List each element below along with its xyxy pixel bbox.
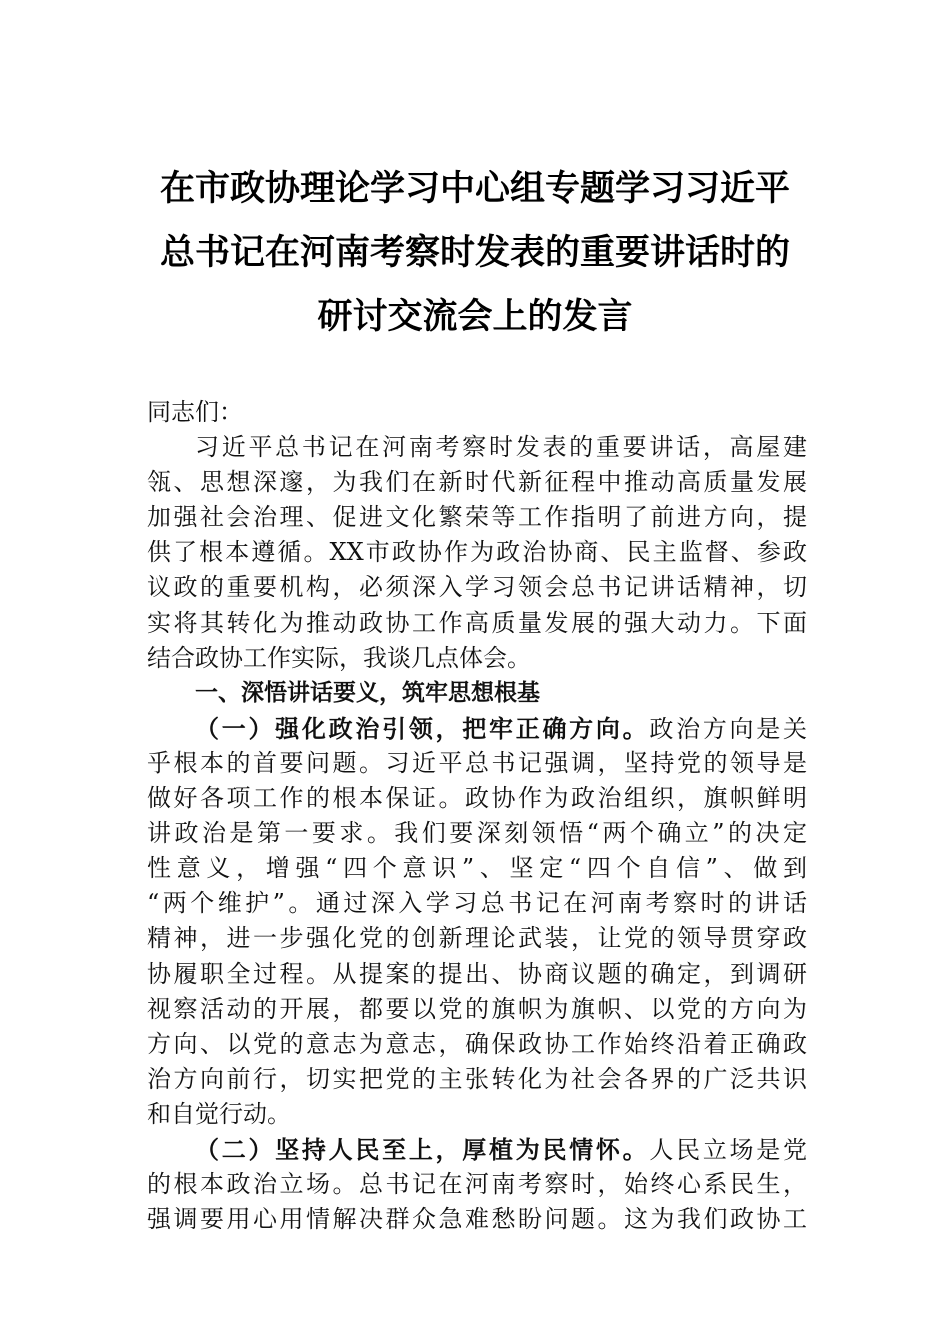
subsection-1-line: 精神，进一步强化党的创新理论武装，让党的领导贯穿政 <box>147 924 807 953</box>
subsection-1-first-line <box>147 711 807 746</box>
subsection-2-first-rest: 人民立场是党 <box>649 1135 808 1164</box>
subsection-1-paragraph <box>147 711 807 1132</box>
subsection-2-first-line <box>147 1132 807 1167</box>
subsection-1-line: “两个维护”。通过深入学习总书记在河南考察时的讲话 <box>147 889 807 918</box>
intro-line: 瓴、思想深邃，为我们在新时代新征程中推动高质量发展 <box>147 468 807 497</box>
subsection-1-first-rest: 政治方向是关 <box>649 714 808 743</box>
document-body <box>147 395 807 1237</box>
subsection-2-paragraph <box>147 1132 807 1237</box>
subsection-1-lead: （一）强化政治引领，把牢正确方向。 <box>195 713 650 743</box>
subsection-1-line: 和自觉行动。 <box>147 1099 291 1128</box>
intro-line: 供了根本遵循。XX市政协作为政治协商、民主监督、参政 <box>147 538 807 567</box>
subsection-1-line: 方向、以党的意志为意志，确保政协工作始终沿着正确政 <box>147 1029 807 1058</box>
subsection-1-line: 视察活动的开展，都要以党的旗帜为旗帜、以党的方向为 <box>147 994 807 1023</box>
subsection-1-line: 性意义，增强“四个意识”、坚定“四个自信”、做到 <box>147 854 807 883</box>
intro-line: 结合政协工作实际，我谈几点体会。 <box>147 643 531 672</box>
document-title <box>130 157 820 349</box>
intro-line: 实将其转化为推动政协工作高质量发展的强大动力。下面 <box>147 608 807 637</box>
section-heading: 一、深悟讲话要义，筑牢思想根基 <box>195 679 540 706</box>
title-line-3: 研讨交流会上的发言 <box>317 296 633 337</box>
intro-line: 议政的重要机构，必须深入学习领会总书记讲话精神，切 <box>147 573 807 602</box>
subsection-1-line: 协履职全过程。从提案的提出、协商议题的确定，到调研 <box>147 959 807 988</box>
subsection-1-line: 乎根本的首要问题。习近平总书记强调，坚持党的领导是 <box>147 748 807 777</box>
subsection-1-line: 讲政治是第一要求。我们要深刻领悟“两个确立”的决定 <box>147 819 807 848</box>
intro-line: 习近平总书记在河南考察时发表的重要讲话，高屋建 <box>195 433 807 462</box>
subsection-1-line: 治方向前行，切实把党的主张转化为社会各界的广泛共识 <box>147 1064 807 1093</box>
subsection-2-line: 的根本政治立场。总书记在河南考察时，始终心系民生， <box>147 1170 807 1199</box>
title-line-2: 总书记在河南考察时发表的重要讲话时的 <box>159 232 790 273</box>
intro-paragraph <box>147 430 807 676</box>
subsection-1-line: 做好各项工作的根本保证。政协作为政治组织，旗帜鲜明 <box>147 784 807 813</box>
subsection-2-line: 强调要用心用情解决群众急难愁盼问题。这为我们政协工 <box>147 1205 807 1234</box>
salutation: 同志们： <box>147 398 243 426</box>
intro-line: 加强社会治理、促进文化繁荣等工作指明了前进方向，提 <box>147 503 807 532</box>
subsection-2-lead: （二）坚持人民至上，厚植为民情怀。 <box>195 1134 650 1164</box>
title-line-1: 在市政协理论学习中心组专题学习习近平 <box>159 168 790 209</box>
